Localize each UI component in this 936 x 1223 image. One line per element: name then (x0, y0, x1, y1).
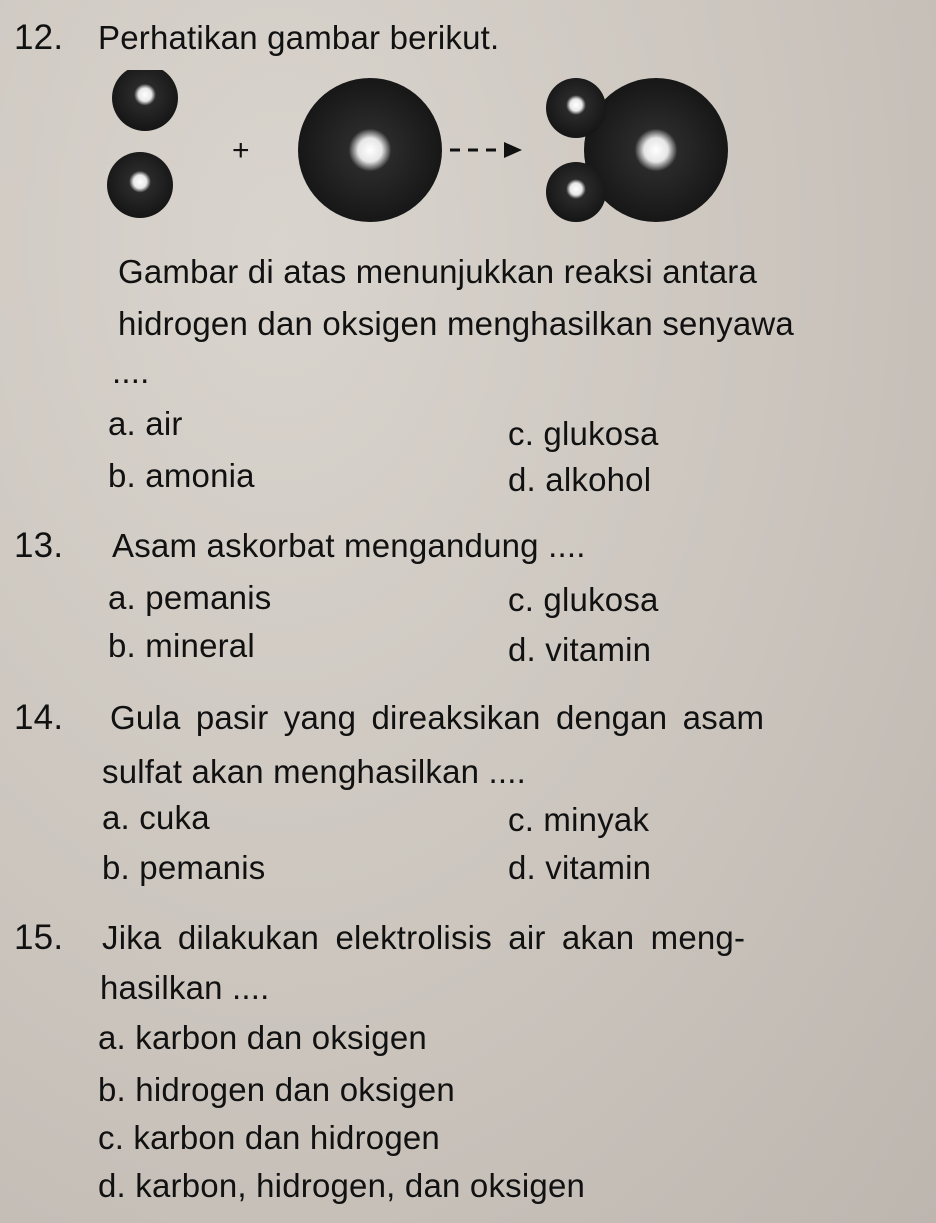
question-15-stem-line-1: Jika dilakukan elektrolisis air akan meng- (102, 919, 746, 956)
question-12-body-line-2: hidrogen dan oksigen menghasilkan senyawa (118, 305, 794, 342)
question-13-number: 13. (14, 526, 64, 565)
question-15-option-a[interactable]: a. karbon dan oksigen (98, 1019, 427, 1056)
question-12-body-line-1: Gambar di atas menunjukkan reaksi antara (118, 253, 757, 290)
reaction-diagram (100, 70, 740, 230)
oxygen-atom-icon (298, 78, 442, 222)
question-14-number: 14. (14, 698, 64, 737)
question-13-option-c[interactable]: c. glukosa (508, 581, 659, 618)
question-12-option-a[interactable]: a. air (108, 405, 183, 442)
water-molecule-icon (546, 78, 728, 222)
question-14-option-c[interactable]: c. minyak (508, 801, 650, 838)
reaction-arrow-icon (450, 142, 522, 158)
plus-sign: + (232, 134, 250, 167)
hydrogen-atom-icon (107, 70, 178, 218)
question-13-option-a[interactable]: a. pemanis (108, 579, 272, 616)
question-13-stem: Asam askorbat mengandung .... (112, 527, 586, 564)
question-14-stem-line-1: Gula pasir yang direaksikan dengan asam (110, 699, 765, 736)
question-12-number: 12. (14, 18, 64, 57)
question-13-option-b[interactable]: b. mineral (108, 627, 255, 664)
question-12-option-b[interactable]: b. amonia (108, 457, 255, 494)
question-15-option-c[interactable]: c. karbon dan hidrogen (98, 1119, 440, 1156)
question-14-stem-line-2: sulfat akan menghasilkan .... (102, 753, 527, 790)
question-14-option-d[interactable]: d. vitamin (508, 849, 652, 886)
question-15-option-b[interactable]: b. hidrogen dan oksigen (98, 1071, 455, 1108)
question-14-option-a[interactable]: a. cuka (102, 799, 210, 836)
question-15-number: 15. (14, 918, 64, 957)
question-14-option-b[interactable]: b. pemanis (102, 849, 266, 886)
question-12-option-c[interactable]: c. glukosa (508, 415, 659, 452)
question-12-option-d[interactable]: d. alkohol (508, 461, 652, 498)
question-12-body-line-3: .... (112, 353, 150, 390)
question-15-option-d[interactable]: d. karbon, hidrogen, dan oksigen (98, 1167, 586, 1204)
question-12-stem: Perhatikan gambar berikut. (98, 19, 500, 56)
question-13-option-d[interactable]: d. vitamin (508, 631, 652, 668)
question-15-stem-line-2: hasilkan .... (100, 969, 270, 1006)
